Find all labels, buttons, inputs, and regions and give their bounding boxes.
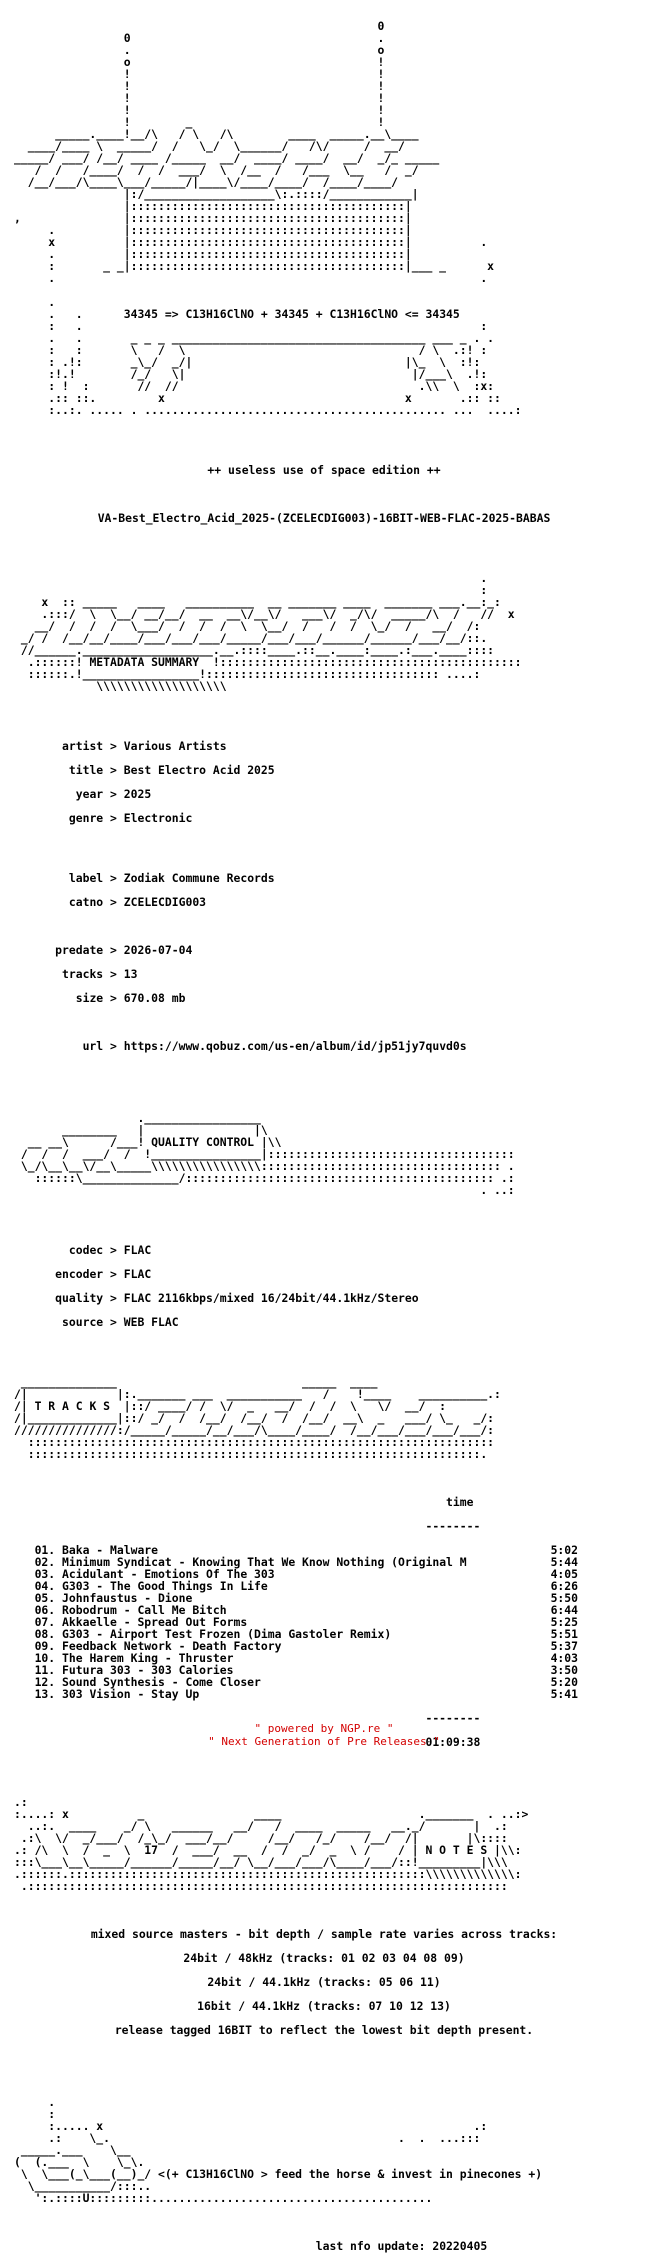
track-time: 5:44: [550, 1555, 578, 1569]
meta-tracks: tracks > 13: [62, 967, 138, 981]
track-number: 13.: [34, 1687, 56, 1701]
track-number: 12.: [34, 1675, 56, 1689]
track-name: Akkaelle - Spread Out Forms: [62, 1615, 248, 1629]
track-name: The Harem King - Thruster: [62, 1651, 234, 1665]
track-number: 01.: [34, 1543, 56, 1557]
track-number: 04.: [34, 1579, 56, 1593]
track-time: 5:51: [550, 1627, 578, 1641]
track-number: 05.: [34, 1591, 56, 1605]
qc-source: source > WEB FLAC: [62, 1315, 179, 1329]
meta-artist: artist > Various Artists: [62, 739, 227, 753]
closing-art: . : :..... x .: .: \_. . . ...::: _____.___ \__ ( (.___ \ \_\. \ \___(_\___(__)_/ <(+ C13H16ClNO > feed the horse & invest in pinecones +) \___________/:::.. ':.::::U:::::::::.........................................: [14, 2095, 543, 2205]
track-number: 06.: [34, 1603, 56, 1617]
track-time: 5:41: [550, 1687, 578, 1701]
qc-codec: codec > FLAC: [68, 1243, 152, 1257]
formula-line: . . . 34345 => C13H16ClNO + 34345 + C13H16ClNO <= 34345 : . : . . _ _ _ _____________________________________ ___ _ . . : : \ / \ / \ .:! : : .!: _\_/ _/| |\_ \ :!: :!.! /_/ \| |/___\ .!: : ! : // // .\\ \ :x: .:: ::. x x .:: :: :..:. ..... . ............................................ ... ....:: [48, 295, 522, 417]
section-title-metadata: METADATA SUMMARY: [89, 655, 200, 669]
notes-line-4: 16bit / 44.1kHz (tracks: 07 10 12 13): [197, 1999, 451, 2013]
total-time: 01:09:38: [425, 1735, 481, 1749]
track-name: 303 Vision - Stay Up: [62, 1687, 200, 1701]
section-title-quality: QUALITY CONTROL: [151, 1135, 255, 1149]
track-number: 02.: [34, 1555, 56, 1569]
track-number: 09.: [34, 1639, 56, 1653]
section-title-notes: N O T E S: [425, 1843, 488, 1857]
track-number: 11.: [34, 1663, 56, 1677]
track-time: 6:44: [550, 1603, 578, 1617]
footer-powered[interactable]: " powered by NGP.re ": [254, 1722, 394, 1735]
meta-year: year > 2025: [75, 787, 152, 801]
track-time: 5:20: [550, 1675, 578, 1689]
meta-label: label > Zodiak Commune Records: [68, 871, 275, 885]
track-name: Feedback Network - Death Factory: [62, 1639, 282, 1653]
track-name: G303 - Airport Test Frozen (Dima Gastoler Remix): [62, 1627, 392, 1641]
metadata-header-art: . : x :: _____ ____ __________ __ _______ ____ _______ ___.__:_: .:::/ \ \__/ __/__/ __ __\/__\/ ___\/ _/\/ _____/\ / // x __/ / / / \___/ / / / \ \__/ / / / \_/ / __/ /: _/ / /__/__/____/___/___/___/_____/___/___/______/______/___/__/::. //______.___________________.__.::::____.::__.____:____.:___.____:::: .::::::! METADATA SUMMARY !:::::::::::::::::::::::::::::::::::::::::::: ::::::.!_________________!:::::::::::::::::::::::::::::::::: ....: \\\\\\\\\\\\\\\\\\\: [20, 571, 522, 693]
meta-url: url > https://www.qobuz.com/us-en/album/id/jp51jy7quvd0s: [82, 1039, 467, 1053]
track-time: 5:25: [550, 1615, 578, 1629]
track-name: Sound Synthesis - Come Closer: [62, 1675, 261, 1689]
meta-catno: catno > ZCELECDIG003: [68, 895, 207, 909]
track-time: 4:03: [550, 1651, 578, 1665]
qc-quality: quality > FLAC 2116kbps/mixed 16/24bit/44.1kHz/Stereo: [55, 1291, 419, 1305]
section-title-tracks: T R A C K S: [34, 1399, 111, 1413]
time-column-header: time: [446, 1495, 474, 1509]
edition-line: ++ useless use of space edition ++: [207, 463, 441, 477]
notes-line-1: mixed source masters - bit depth / sample rate varies across tracks:: [90, 1927, 558, 1941]
meta-predate: predate > 2026-07-04: [55, 943, 193, 957]
total-rule: --------: [14, 1711, 481, 1725]
track-name: Baka - Malware: [62, 1543, 159, 1557]
track-time: 6:26: [550, 1579, 578, 1593]
track-name: Johnfaustus - Dione: [62, 1591, 193, 1605]
track-row: [14, 1688, 634, 1700]
closing-motto: <(+ C13H16ClNO > feed the horse & invest in pinecones +): [158, 2167, 543, 2181]
release-name: VA-Best_Electro_Acid_2025-(ZCELECDIG003)-16BIT-WEB-FLAC-2025-BABAS: [97, 511, 551, 525]
track-number: 10.: [34, 1651, 56, 1665]
track-name: Futura 303 - 303 Calories: [62, 1663, 234, 1677]
track-time: 5:50: [550, 1591, 578, 1605]
track-name: Robodrum - Call Me Bitch: [62, 1603, 227, 1617]
notes-header-art: .: :....: x _ ____ ._______ . ..:> ..:. ____ _/ \ ______ __/ / ____ _____ __._/ | .: .:\ \/ _/___/ /_\_/ ___/__/ /__/ /_/ /__/ /| |\:::: .: /\ \ / _ \ 17 / ___/ __ / / _/ _ \ / / | N O T E S |\\: :::\___\__\_____/______/_____/__/ \__/___/___/\____/___/::!_________|\\\ .::::::.::::::::::::::::::::::::::::::::::::::::::::::::::::\\\\\\\\\\\\\: .::::::::::::::::::::::::::::::::::::::::::::::::::::::::::::::::::::::: [14, 1795, 529, 1893]
meta-title: title > Best Electro Acid 2025: [68, 763, 275, 777]
track-list: [14, 1544, 634, 1700]
qc-encoder: encoder > FLAC: [55, 1267, 152, 1281]
quality-header-art: ._________________ ________ | |\ __ __\ /___! QUALITY CONTROL |\\ / / / ___/ / !________________|:::::::::::::::::::::::::::::::::::: \_/\__\__\/__\_____\\\\\\\\\\\\\\\\::::::::::::::::::::::::::::::::::: . ::::::\______________/::::::::::::::::::::::::::::::::::::::::::::: .: . ..:: [20, 1111, 515, 1197]
footer: [0, 1722, 648, 1748]
logo-art-top: 0 0 . . o o ! ! ! ! ! ! ! ! ! ! _ ! _____.____!__/\ / \ /\ ____ _____.__\____ ____/____ \ _____/ / \_/ \______/ /\/ / __/ _____/ ___/ /__/ ____ /_____ __/ ____/ ____/ __/ _/_ _____ / / /____/ / / ___/ \ /__ / /___ \__ / _/ /__/___/\____\___/_____/|____\/____/____/ /____/____/ |:/___________________\:.::::/____________| |::::::::::::::::::::::::::::::::::::::::| , |::::::::::::::::::::::::::::::::::::::::| . |::::::::::::::::::::::::::::::::::::::::| x |::::::::::::::::::::::::::::::::::::::::| . . |::::::::::::::::::::::::::::::::::::::::| : _ _|::::::::::::::::::::::::::::::::::::::::|___ _ x . .: [14, 19, 495, 285]
track-time: 3:50: [550, 1663, 578, 1677]
formula-text: 34345 => C13H16ClNO + 34345 + C13H16ClNO <= 34345: [123, 307, 460, 321]
meta-size: size > 670.08 mb: [75, 991, 186, 1005]
last-update: last nfo update: 20220405: [315, 2239, 488, 2253]
track-time: 5:37: [550, 1639, 578, 1653]
track-name: Acidulant - Emotions Of The 303: [62, 1567, 275, 1581]
track-number: 08.: [34, 1627, 56, 1641]
nfo-document: [14, 8, 634, 2264]
track-time: 4:05: [550, 1567, 578, 1581]
footer-tagline: " Next Generation of Pre Releases ": [208, 1735, 440, 1748]
meta-genre: genre > Electronic: [68, 811, 193, 825]
track-name: G303 - The Good Things In Life: [62, 1579, 268, 1593]
track-number: 07.: [34, 1615, 56, 1629]
track-time: 5:02: [550, 1543, 578, 1557]
url-link[interactable]: https://www.qobuz.com/us-en/album/id/jp51jy7quvd0s: [123, 1039, 467, 1053]
notes-line-3: 24bit / 44.1kHz (tracks: 05 06 11): [207, 1975, 441, 1989]
notes-line-5: release tagged 16BIT to reflect the lowest bit depth present.: [114, 2023, 534, 2037]
time-column-rule: --------: [14, 1519, 481, 1533]
tracks-header-art: ______________ _____ ____ /| |:._______ ___ ___________ / !____ __________.: /| T R A C K S |::/ ____/ / \/ _ __/ / / \ \/ __/ : /|_____________|::/ _/ / /__/ /__/ / /__/ __\ _ ___/ \_ _/: ///////////////:/_____/_____/__/___/\____/____/ /__/___/___/___/___/: :::::::::::::::::::::::::::::::::::::::::::::::::::::::::::::::::::: ::::::::::::::::::::::::::::::::::::::::::::::::::::::::::::::::::.: [14, 1375, 501, 1461]
notes-line-2: 24bit / 48kHz (tracks: 01 02 03 04 08 09): [183, 1951, 465, 1965]
track-number: 03.: [34, 1567, 56, 1581]
track-name: Minimum Syndicat - Knowing That We Know Nothing (Original M: [62, 1555, 467, 1569]
